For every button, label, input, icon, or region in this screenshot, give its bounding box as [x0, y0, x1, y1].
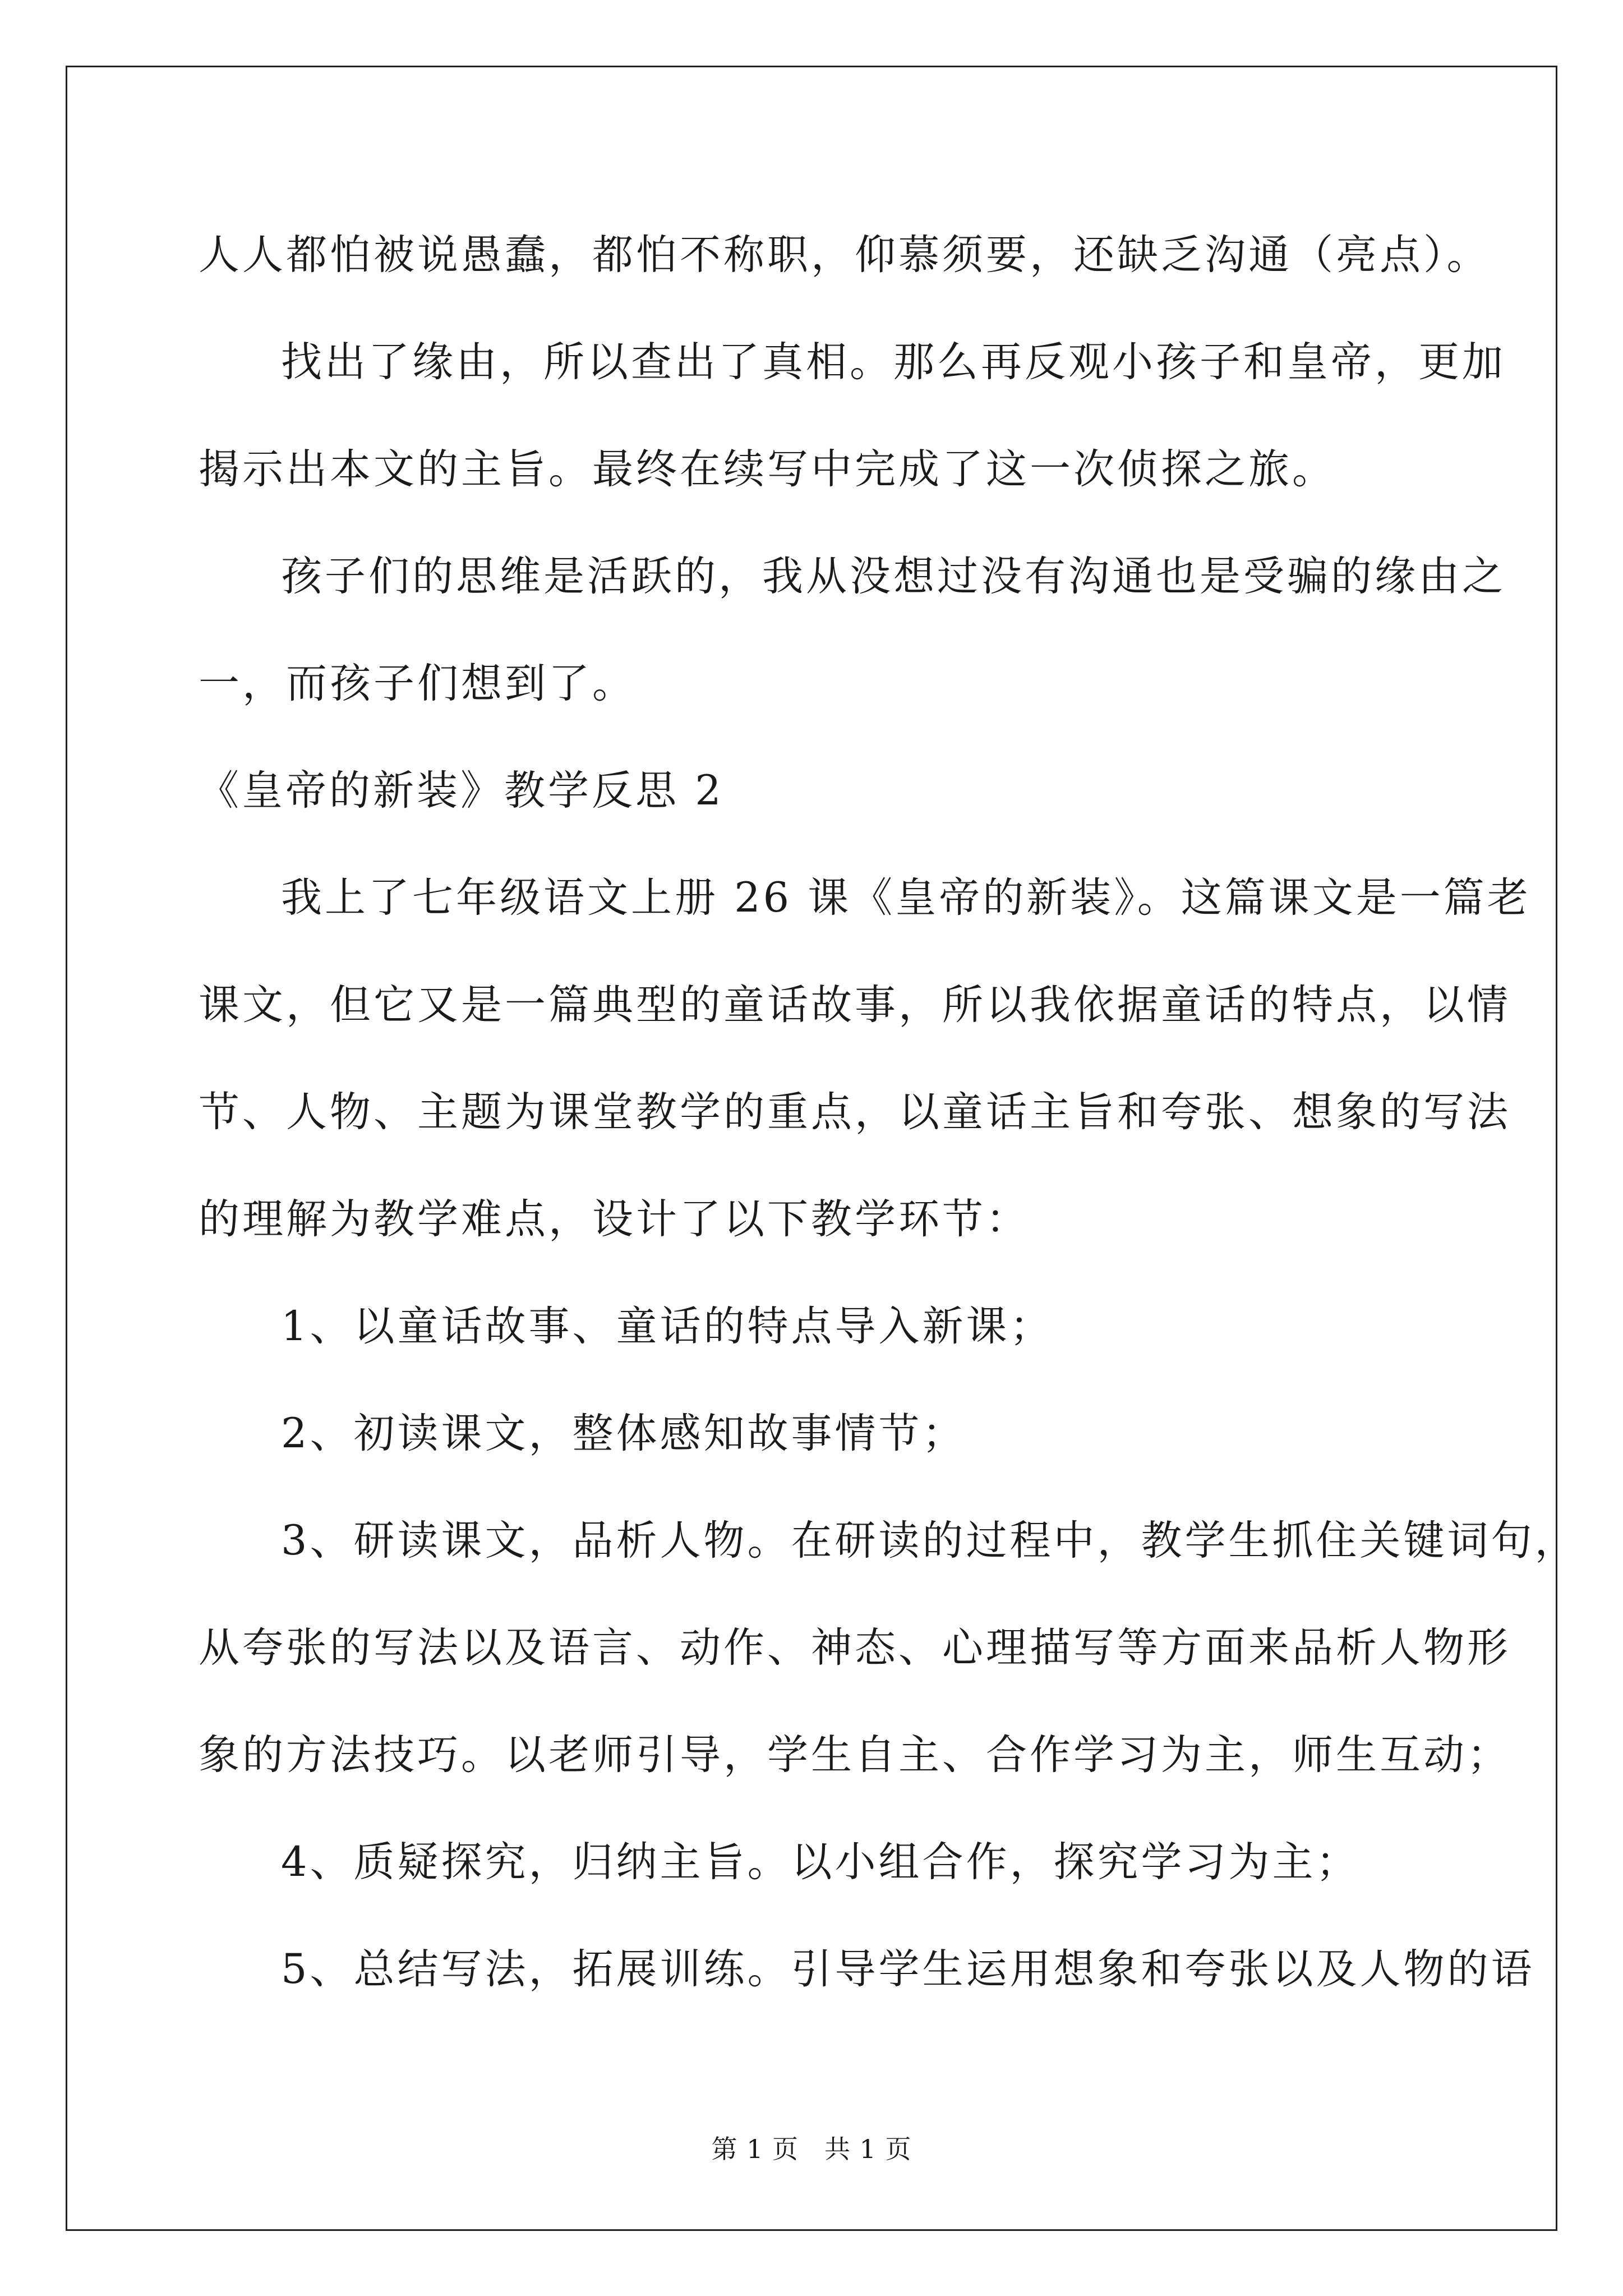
list-item: 1、以童话故事、童话的特点导入新课； [281, 1303, 1054, 1350]
list-item: 2、初读课文，整体感知故事情节； [281, 1410, 966, 1457]
page-total: 共 1 页 [824, 2134, 912, 2164]
paragraph-line: 找出了缘由，所以查出了真相。那么再反观小孩子和皇帝，更加 [281, 338, 1506, 386]
paragraph-line: 象的方法技巧。以老师引导，学生自主、合作学习为主，师生互动； [199, 1731, 1511, 1779]
paragraph-line: 人人都怕被说愚蠢，都怕不称职，仰慕须要，还缺乏沟通（亮点）。 [199, 231, 1491, 279]
paragraph-line: 节、人物、主题为课堂教学的重点，以童话主旨和夸张、想象的写法 [199, 1088, 1511, 1136]
list-item: 4、质疑探究，归纳主旨。以小组合作，探究学习为主； [281, 1838, 1360, 1886]
paragraph-line: 孩子们的思维是活跃的，我从没想过没有沟通也是受骗的缘由之 [281, 553, 1506, 600]
paragraph-line: 的理解为教学难点，设计了以下教学环节： [199, 1195, 1030, 1243]
paragraph-line: 从夸张的写法以及语言、动作、神态、心理描写等方面来品析人物形 [199, 1624, 1511, 1672]
paragraph-line: 揭示出本文的主旨。最终在续写中完成了这一次侦探之旅。 [199, 445, 1336, 493]
paragraph-line: 我上了七年级语文上册 26 课《皇帝的新装》。这篇课文是一篇老 [281, 874, 1531, 922]
page-footer [0, 2129, 1623, 2166]
list-item: 3、研读课文，品析人物。在研读的过程中，教学生抓住关键词句， [281, 1517, 1579, 1565]
list-item: 5、总结写法，拓展训练。引导学生运用想象和夸张以及人物的语 [281, 1945, 1535, 1993]
paragraph-line: 课文，但它又是一篇典型的童话故事，所以我依据童话的特点，以情 [199, 981, 1511, 1029]
page-number: 第 1 页 [711, 2134, 799, 2164]
paragraph-line: 一，而孩子们想到了。 [199, 660, 636, 707]
section-heading: 《皇帝的新装》教学反思 2 [198, 767, 724, 815]
